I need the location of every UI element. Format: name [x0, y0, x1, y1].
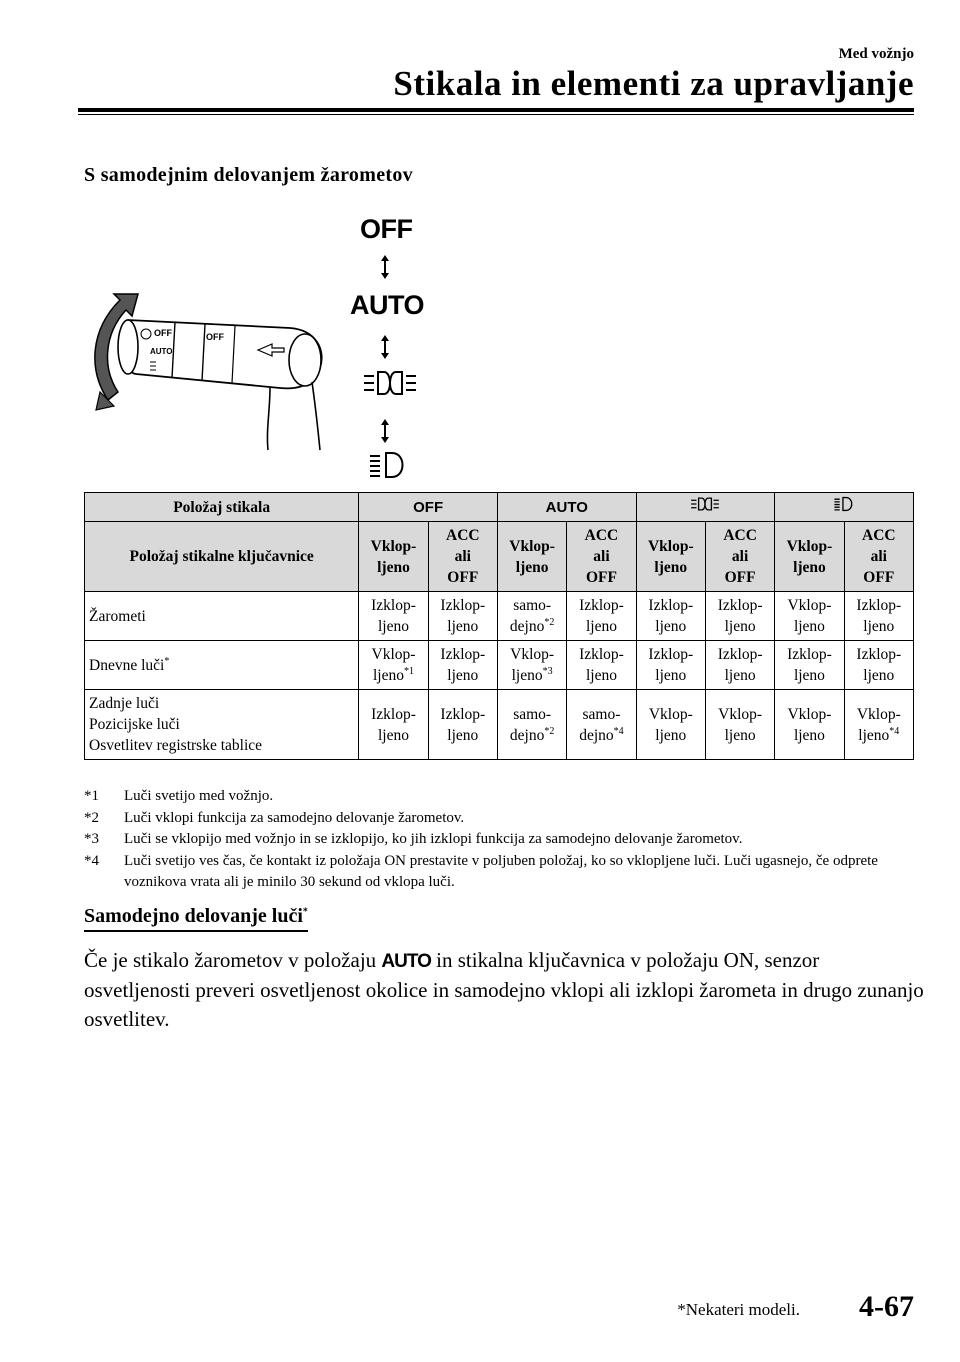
table-cell: samo- dejno$^{*4}$	[567, 690, 636, 760]
ignition-on: Vklop- ljeno	[636, 522, 705, 592]
row-label: Žarometi	[85, 592, 359, 641]
header-section: Med vožnjo	[838, 46, 914, 62]
double-arrow-icon	[378, 418, 392, 444]
table-cell: Izklop- ljeno	[359, 690, 428, 760]
table-cell: Vklop- ljeno$^{*1}$	[359, 641, 428, 690]
ignition-on: Vklop- ljeno	[775, 522, 844, 592]
header-title: Stikala in elementi za upravljanje	[393, 64, 914, 103]
headlight-low-beam-icon	[832, 496, 856, 512]
auto-symbol: AUTO	[381, 951, 431, 972]
header-ignition-position: Položaj stikalne ključavnice	[85, 522, 359, 592]
row-label: Zadnje luči Pozicijske luči Osvetlitev registrske tablice	[85, 690, 359, 760]
table-notes	[84, 786, 924, 894]
table-cell: Izklop- ljeno	[636, 641, 705, 690]
col-parking	[636, 493, 775, 522]
double-arrow-icon	[378, 254, 392, 280]
col-headlight	[775, 493, 914, 522]
table-cell: Vklop- ljeno	[705, 690, 774, 760]
table-cell: Izklop- ljeno	[359, 592, 428, 641]
header-rule	[78, 108, 914, 112]
svg-text:OFF: OFF	[206, 332, 224, 342]
parking-lights-icon	[362, 368, 418, 398]
table-row	[85, 592, 914, 641]
parking-lights-icon	[689, 496, 721, 512]
table-cell: Izklop- ljeno	[567, 592, 636, 641]
ignition-acc: ACC ali OFF	[705, 522, 774, 592]
table-cell: Izklop- ljeno	[705, 592, 774, 641]
label-off: OFF	[360, 214, 413, 244]
table-cell: Izklop- ljeno	[844, 641, 913, 690]
ignition-acc: ACC ali OFF	[844, 522, 913, 592]
table-cell: Izklop- ljeno	[567, 641, 636, 690]
table-cell: samo- dejno$^{*2}$	[497, 690, 566, 760]
subsection-title: Samodejno delovanje luči*	[84, 905, 308, 932]
label-auto: AUTO	[350, 290, 425, 320]
table-cell: samo- dejno$^{*2}$	[497, 592, 566, 641]
table-cell: Izklop- ljeno	[636, 592, 705, 641]
body-paragraph: Če je stikalo žarometov v položaju AUTO in stikalna ključavnica v položaju ON, senzor osvetljenosti preveri osvetljenost okolice in samodejno vklopi ali izklopi žarometa in drugo zunanjo osvetlitev.	[84, 948, 924, 1031]
col-auto: AUTO	[497, 493, 636, 522]
headlight-lever-icon	[80, 250, 340, 460]
table-cell: Vklop- ljeno	[775, 592, 844, 641]
ignition-on: Vklop- ljeno	[359, 522, 428, 592]
col-off: OFF	[359, 493, 498, 522]
table-cell: Izklop- ljeno	[428, 690, 497, 760]
note-item: *2 Luči vklopi funkcija za samodejno delovanje žarometov.	[84, 809, 465, 826]
footer-note: *Nekateri modeli.	[677, 1300, 800, 1319]
table-cell: Vklop- ljeno$^{*4}$	[844, 690, 913, 760]
table-row	[85, 690, 914, 760]
row-label: Dnevne luči*	[85, 641, 359, 690]
table-cell: Izklop- ljeno	[844, 592, 913, 641]
page-number: 4-67	[859, 1290, 914, 1323]
ignition-on: Vklop- ljeno	[497, 522, 566, 592]
svg-text:OFF: OFF	[154, 328, 172, 338]
headlight-switch-figure	[80, 210, 460, 480]
ignition-acc: ACC ali OFF	[567, 522, 636, 592]
ignition-acc: ACC ali OFF	[428, 522, 497, 592]
table-row	[85, 641, 914, 690]
table-cell: Vklop- ljeno$^{*3}$	[497, 641, 566, 690]
note-item: *3 Luči se vklopijo med vožnjo in se izklopijo, ko jih izklopi funkcija za samodejno delovanje žarometov.	[84, 831, 743, 848]
table-cell: Izklop- ljeno	[428, 592, 497, 641]
note-item: *4 Luči svetijo ves čas, če kontakt iz položaja ON prestavite v poljuben položaj, ko so vklopljene luči. Luči ugasnejo, če odprete voznikova vrata ali je minilo 30 sekund od vklopa luči.	[84, 852, 878, 891]
note-item: *1 Luči svetijo med vožnjo.	[84, 788, 274, 804]
table-cell: Izklop- ljeno	[705, 641, 774, 690]
double-arrow-icon	[378, 334, 392, 360]
section-title: S samodejnim delovanjem žarometov	[84, 164, 413, 186]
table-cell: Izklop- ljeno	[428, 641, 497, 690]
table-cell: Izklop- ljeno	[775, 641, 844, 690]
header-switch-position: Položaj stikala	[85, 493, 359, 522]
table-cell: Vklop- ljeno	[636, 690, 705, 760]
header-rule-thin	[78, 114, 914, 115]
svg-text:AUTO: AUTO	[150, 347, 173, 356]
light-status-table	[84, 492, 914, 760]
headlight-low-beam-icon	[368, 450, 408, 480]
table-cell: Vklop- ljeno	[775, 690, 844, 760]
